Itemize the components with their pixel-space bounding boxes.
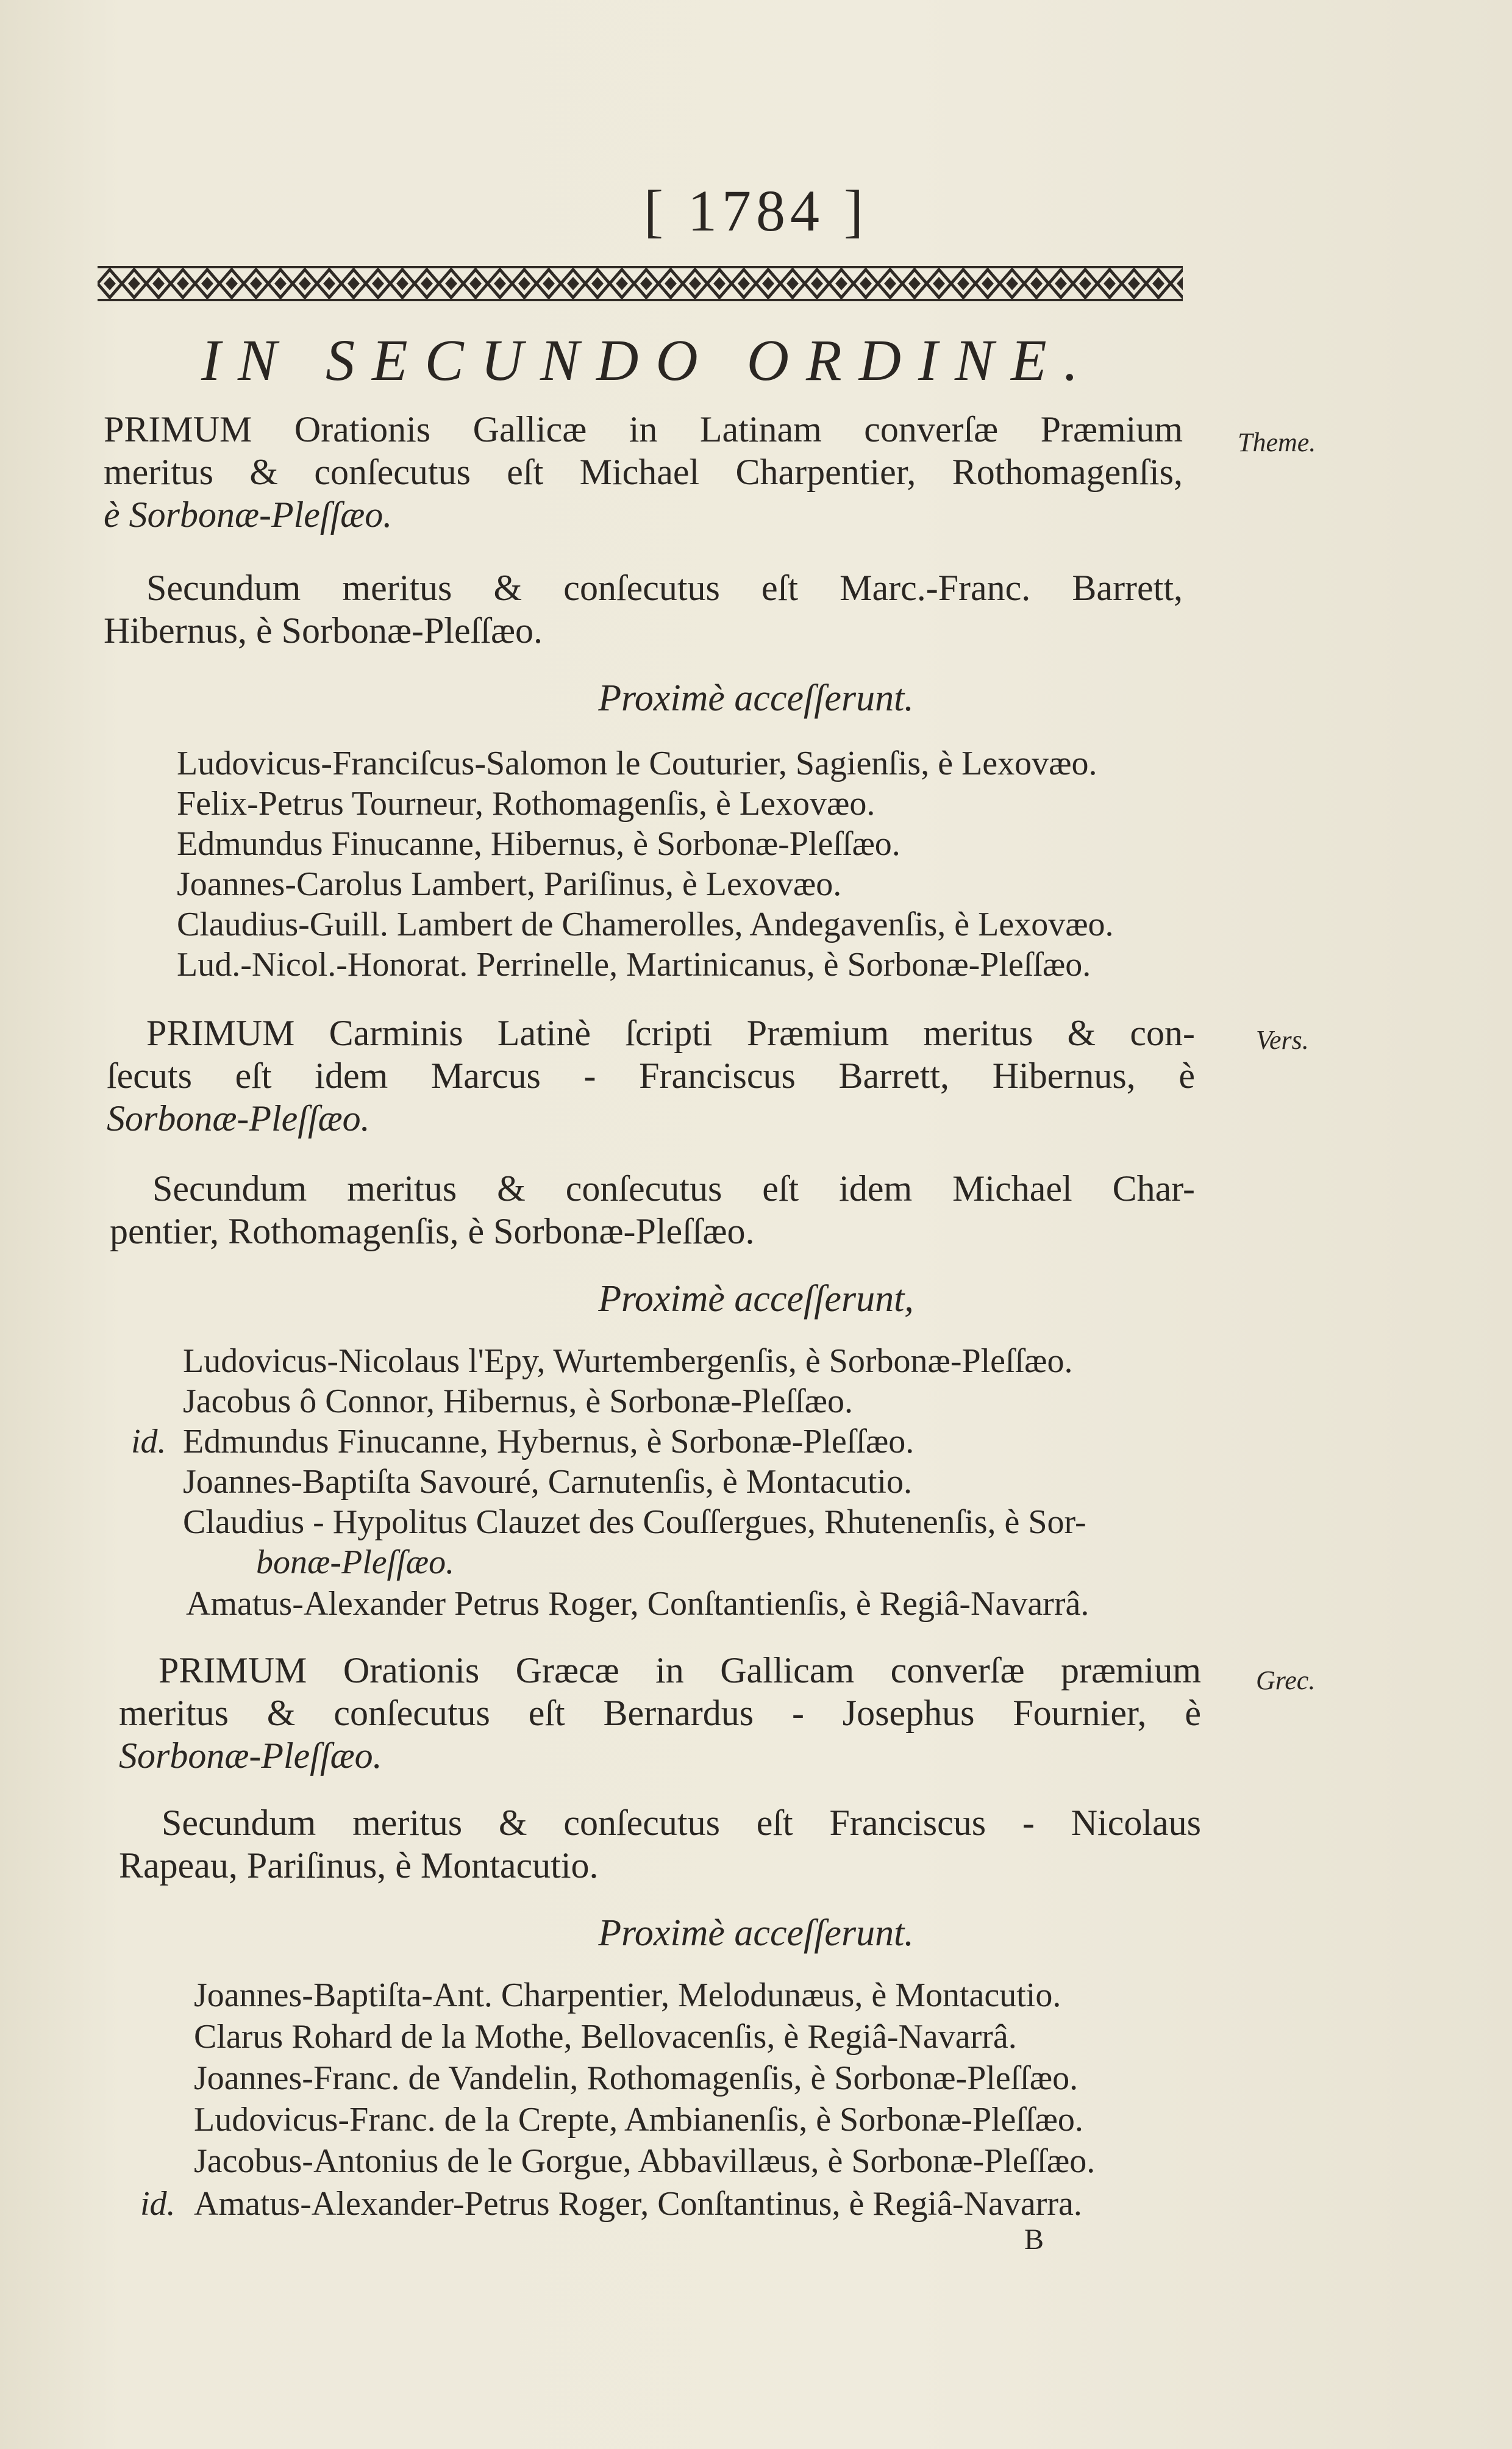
prize-second-grec-line1: Secundum meritus & conſecutus eſt Franciscus - Nicolaus [162, 1803, 1201, 1843]
prize-second-vers-line2: pentier, Rothomagenſis, è Sorbonæ-Pleſſæo. [110, 1211, 755, 1251]
list-item: Jacobus-Antonius de le Gorgue, Abbavillæus, è Sorbonæ-Pleſſæo. [194, 2142, 1096, 2180]
page-header: [ 1784 ] [644, 178, 868, 243]
list-item: Claudius-Guill. Lambert de Chamerolles, Andegavenſis, è Lexovæo. [177, 906, 1114, 943]
list-item: Clarus Rohard de la Mothe, Bellovacenſis, è Regiâ-Navarrâ. [194, 2018, 1017, 2056]
signature-mark: B [1024, 2223, 1044, 2256]
prize-first-grec-line2: meritus & conſecutus eſt Bernardus - Josephus Fournier, è [119, 1693, 1201, 1733]
prize-first-vers-line3: Sorbonæ-Pleſſæo. [107, 1098, 370, 1139]
prize-first-vers-line2: ſecuts eſt idem Marcus - Franciscus Barrett, Hibernus, è [107, 1056, 1195, 1096]
list-item: Felix-Petrus Tourneur, Rothomagenſis, è Lexovæo. [177, 785, 875, 823]
list-item: Joannes-Baptiſta-Ant. Charpentier, Melodunæus, è Montacutio. [194, 1976, 1061, 2014]
section-title: IN SECUNDO ORDINE. [201, 327, 1096, 393]
prize-second-theme-line1: Secundum meritus & conſecutus eſt Marc.-Franc. Barrett, [146, 568, 1183, 608]
prize-first-theme-line1: PRIMUM Orationis Gallicæ in Latinam converſæ Præmium [104, 409, 1183, 449]
margin-note-theme: Theme. [1238, 427, 1316, 457]
proxime-heading-grec: Proximè acceſſerunt. [598, 1912, 914, 1954]
proxime-heading-theme: Proximè acceſſerunt. [598, 677, 914, 719]
ornament-rule [98, 262, 1183, 305]
prize-second-grec-line2: Rapeau, Pariſinus, è Montacutio. [119, 1845, 599, 1886]
prize-second-theme-line2: Hibernus, è Sorbonæ-Pleſſæo. [104, 610, 543, 651]
list-item-continued: bonæ-Pleſſæo. [256, 1543, 455, 1581]
list-item: Claudius - Hypolitus Clauzet des Couſſergues, Rhutenenſis, è Sor- [183, 1503, 1086, 1541]
list-item: Ludovicus-Nicolaus l'Epy, Wurtembergenſis, è Sorbonæ-Pleſſæo. [183, 1342, 1073, 1380]
list-item: Edmundus Finucanne, Hybernus, è Sorbonæ-Pleſſæo. [183, 1423, 915, 1460]
margin-note-grec: Grec. [1256, 1665, 1316, 1695]
list-item: Ludovicus-Franciſcus-Salomon le Couturier, Sagienſis, è Lexovæo. [177, 745, 1097, 782]
list-item: Ludovicus-Franc. de la Crepte, Ambianenſis, è Sorbonæ-Pleſſæo. [194, 2101, 1083, 2139]
list-item: Jacobus ô Connor, Hibernus, è Sorbonæ-Pleſſæo. [183, 1382, 854, 1420]
id-mark: id. [131, 1423, 166, 1460]
proxime-heading-vers: Proximè acceſſerunt, [598, 1278, 914, 1320]
id-mark: id. [140, 2185, 176, 2223]
list-item: Amatus-Alexander-Petrus Roger, Conſtantinus, è Regiâ-Navarra. [194, 2185, 1082, 2223]
prize-first-grec-line1: PRIMUM Orationis Græcæ in Gallicam converſæ præmium [159, 1650, 1201, 1690]
prize-first-theme-line2: meritus & conſecutus eſt Michael Charpentier, Rothomagenſis, [104, 452, 1183, 492]
prize-first-vers-line1: PRIMUM Carminis Latinè ſcripti Præmium meritus & con- [146, 1013, 1195, 1053]
prize-second-vers-line1: Secundum meritus & conſecutus eſt idem Michael Char- [152, 1168, 1195, 1209]
list-item: Joannes-Baptiſta Savouré, Carnutenſis, è Montacutio. [183, 1463, 912, 1501]
list-item: Edmundus Finucanne, Hibernus, è Sorbonæ-Pleſſæo. [177, 825, 900, 863]
list-item: Joannes-Carolus Lambert, Pariſinus, è Lexovæo. [177, 865, 842, 903]
list-item: Amatus-Alexander Petrus Roger, Conſtantienſis, è Regiâ-Navarrâ. [186, 1585, 1089, 1623]
list-item: Joannes-Franc. de Vandelin, Rothomagenſis, è Sorbonæ-Pleſſæo. [194, 2059, 1079, 2097]
list-item: Lud.-Nicol.-Honorat. Perrinelle, Martinicanus, è Sorbonæ-Pleſſæo. [177, 946, 1091, 984]
margin-note-vers: Vers. [1256, 1025, 1309, 1055]
prize-first-theme-line3: è Sorbonæ-Pleſſæo. [104, 495, 393, 535]
prize-first-grec-line3: Sorbonæ-Pleſſæo. [119, 1736, 382, 1776]
